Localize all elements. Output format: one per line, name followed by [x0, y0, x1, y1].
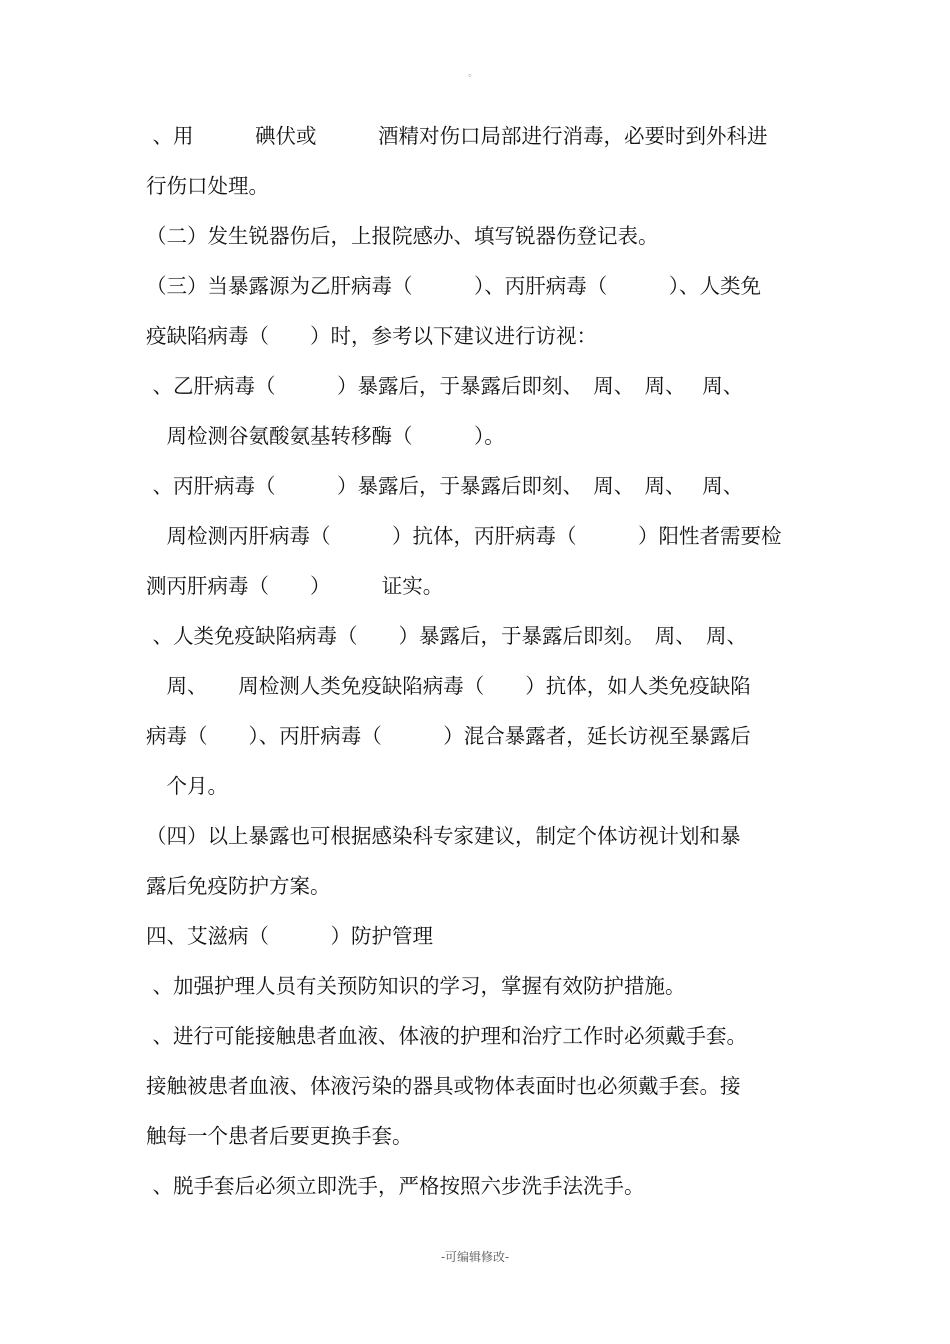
- text-line: 周、 周检测人类免疫缺陷病毒（ ）抗体，如人类免疫缺陷: [146, 674, 751, 698]
- text-line: 周检测谷氨酸氨基转移酶（ ）。: [146, 424, 505, 448]
- text-line: 接触被患者血液、体液污染的器具或物体表面时也必须戴手套。接: [146, 1074, 741, 1098]
- text-line: 病毒（ ）、丙肝病毒（ ）混合暴露者，延长访视至暴露后: [146, 724, 751, 748]
- text-line: 周检测丙肝病毒（ ）抗体，丙肝病毒（ ）阳性者需要检: [146, 524, 782, 548]
- text-line: 、脱手套后必须立即洗手，严格按照六步洗手法洗手。: [146, 1174, 645, 1198]
- text-line: 、丙肝病毒（ ）暴露后，于暴露后即刻、 周、 周、 周、: [146, 474, 744, 498]
- text-line: （二）发生锐器伤后，上报院感办、填写锐器伤登记表。: [146, 224, 659, 248]
- text-line: 个月。: [146, 774, 228, 798]
- section-heading: 四、艾滋病（ ）防护管理: [146, 924, 433, 948]
- page-footer: -可编辑修改-: [440, 1250, 510, 1264]
- text-line: （三）当暴露源为乙肝病毒（ ）、丙肝病毒（ ）、人类免: [146, 274, 761, 298]
- text-line: 测丙肝病毒（ ） 证实。: [146, 574, 444, 598]
- header-mark: 。: [468, 68, 478, 79]
- text-line: 行伤口处理。: [146, 174, 269, 198]
- text-line: 、进行可能接触患者血液、体液的护理和治疗工作时必须戴手套。: [146, 1024, 748, 1048]
- text-line: 、人类免疫缺陷病毒（ ）暴露后，于暴露后即刻。 周、 周、: [146, 624, 748, 648]
- text-line: 疫缺陷病毒（ ）时，参考以下建议进行访视：: [146, 324, 597, 348]
- text-line: 露后免疫防护方案。: [146, 874, 331, 898]
- text-line: 、用 碘伏或 酒精对伤口局部进行消毒，必要时到外科进: [146, 124, 768, 148]
- text-line: 、乙肝病毒（ ）暴露后，于暴露后即刻、 周、 周、 周、: [146, 374, 744, 398]
- text-line: 触每一个患者后要更换手套。: [146, 1124, 413, 1148]
- text-line: 、加强护理人员有关预防知识的学习，掌握有效防护措施。: [146, 974, 686, 998]
- text-line: （四）以上暴露也可根据感染科专家建议，制定个体访视计划和暴: [146, 824, 741, 848]
